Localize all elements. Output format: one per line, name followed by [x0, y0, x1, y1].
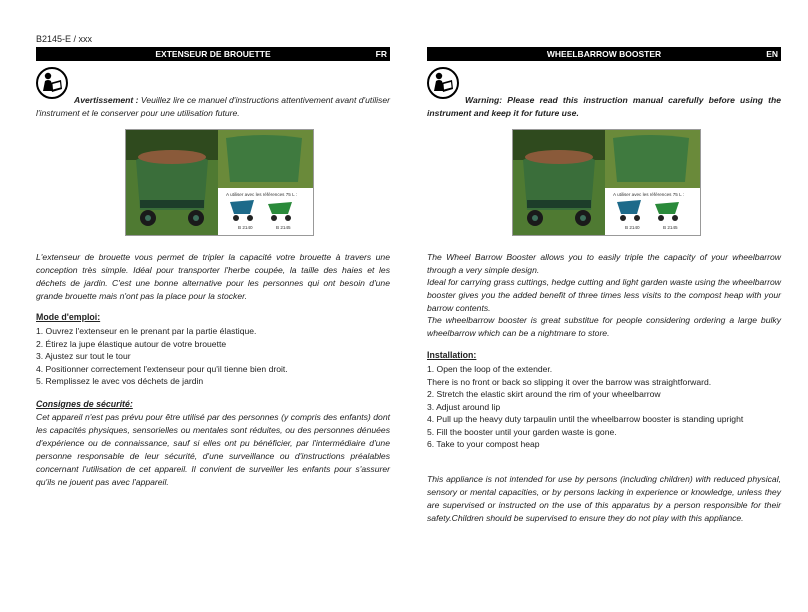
english-title: WHEELBARROW BOOSTER — [546, 49, 662, 59]
english-intro-1: The Wheel Barrow Booster allows you to easily triple the capacity of your wheelbarrow through a very simple design. — [427, 252, 781, 275]
photo-caption: A utiliser avec les références 75 L : — [226, 192, 298, 197]
english-step: 2. Stretch the elastic skirt around the rim of your wheelbarrow — [427, 389, 661, 399]
french-step: 5. Remplissez le avec vos déchets de jardin — [36, 376, 204, 386]
french-title-bar — [36, 47, 390, 61]
french-warning-body: Veuillez lire ce manuel d'instructions attentivement avant d'utiliser l'instrument et le conserver pour une utilisation future. — [36, 95, 390, 118]
english-step: 6. Take to your compost heap — [427, 439, 540, 449]
french-step: 1. Ouvrez l'extenseur en le prenant par la partie élastique. — [36, 326, 257, 336]
french-title: EXTENSEUR DE BROUETTE — [155, 49, 271, 59]
english-install-heading: Installation: — [427, 350, 477, 360]
french-steps — [36, 325, 390, 388]
english-column — [427, 47, 781, 607]
english-safety-text: This appliance is not intended for use by persons (including children) with reduced physical, sensory or mental capacities, or by persons lacking in experience or knowledge, unless they are supervised or instructed on the use of this apparatus by a person responsible for their safety.Children should be supervised to ensure they do not play with this appliance. — [427, 474, 781, 523]
photo-model-a: B 2140 — [625, 225, 640, 230]
product-photo — [512, 129, 701, 236]
french-column — [36, 47, 390, 607]
french-warning — [36, 67, 390, 117]
french-safety-text: Cet appareil n'est pas prévu pour être utilisé par des personnes (y compris des enfants) dont les capacités physiques, sensorielles ou mentales sont réduites, ou des personnes dénuées d'expérience ou de connaissance, sauf si elles ont pu bénéficier, par l'intermédiaire d'une personne responsable de leur sécurité, d'une surveillance ou d'instructions préalables concernant l'utilisation de cet appareil. Il convient de surveiller les enfants pour s'assurer qu'ils ne jouent pas avec l'appareil. — [36, 412, 390, 487]
photo-model-b: B 2145 — [663, 225, 678, 230]
french-step: 2. Étirez la jupe élastique autour de votre brouette — [36, 338, 227, 349]
french-warning-label: Avertissement : — [74, 95, 139, 105]
english-lang-code: EN — [766, 49, 778, 59]
english-warning — [427, 67, 781, 117]
french-intro: L'extenseur de brouette vous permet de tripler la capacité votre brouette à travers une conception très simple. Idéal pour transporter l'herbe coupée, la taille des haies et les déchets de jardin. C'est une bonne alternative pour les personnes qui ont besoin d'une grande brouette mais n'ont pas la place pour la stocker. — [36, 252, 390, 301]
photo-caption: A utiliser avec les références 75 L : — [613, 192, 685, 197]
document-reference: B2145-E / xxx — [36, 34, 93, 44]
french-lang-code: FR — [375, 49, 387, 59]
photo-model-b: B 2145 — [276, 225, 291, 230]
english-step: 3. Adjust around lip — [427, 401, 501, 412]
product-photo — [125, 129, 314, 236]
french-safety-heading: Consignes de sécurité: — [36, 399, 133, 409]
french-warning-text — [36, 67, 390, 120]
photo-model-a: B 2140 — [238, 225, 253, 230]
english-step: 5. Fill the booster until your garden waste is gone. — [427, 426, 617, 437]
french-step: 3. Ajustez sur tout le tour — [36, 351, 131, 361]
english-steps — [427, 363, 781, 451]
french-step: 4. Positionner correctement l'extenseur pour qu'il tienne bien droit. — [36, 363, 288, 374]
english-step: 4. Pull up the heavy duty tarpaulin until the wheelbarrow booster is standing upright — [427, 414, 744, 424]
english-step: 1. Open the loop of the extender. — [427, 364, 553, 374]
english-intro-2: Ideal for carrying grass cuttings, hedge cutting and light garden waste using the wheelbarrow booster gives you the added benefit of three times less visits to the compost heap with your barrow contents. — [427, 277, 781, 313]
read-manual-icon — [427, 67, 459, 99]
english-title-bar — [427, 47, 781, 61]
english-warning-text: Warning: Please read this instruction manual carefully before using the instrument and keep it for future use. — [427, 95, 781, 118]
read-manual-icon — [36, 67, 68, 99]
english-intro-3: The wheelbarrow booster is great substitue for people considering ordering a large bulky wheelbarrow which can be a nightmare to store. — [427, 315, 781, 338]
english-step: There is no front or back so slipping it over the barrow was straightforward. — [427, 376, 712, 387]
french-usage-heading: Mode d'emploi: — [36, 312, 101, 322]
